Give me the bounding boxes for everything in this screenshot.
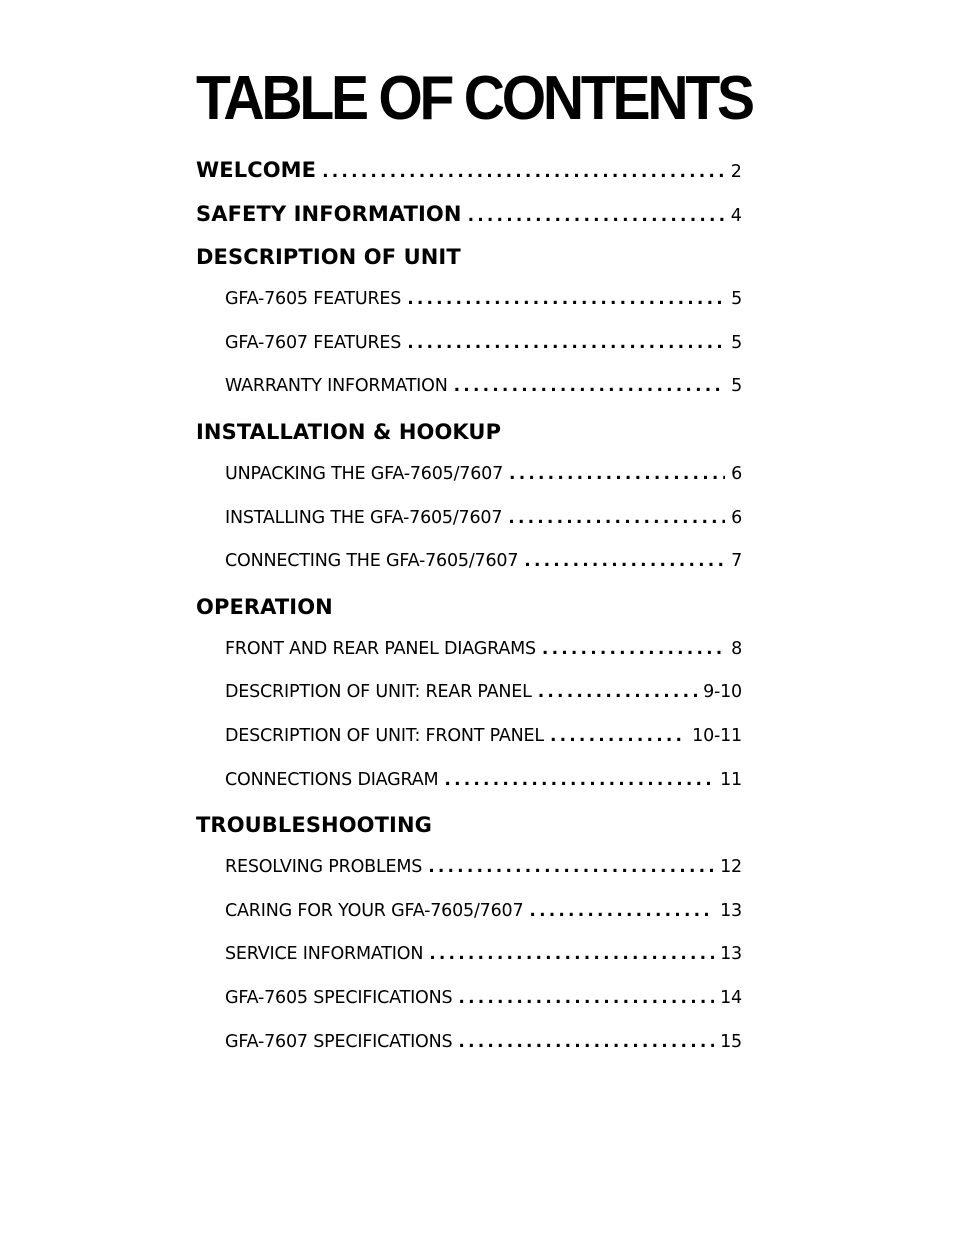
toc-entry-label: SERVICE INFORMATION (225, 944, 424, 965)
toc-section-heading (196, 158, 742, 202)
toc-entry-label: INSTALLING THE GFA-7605/7607 (225, 507, 503, 528)
toc-entry-label: CARING FOR YOUR GFA-7605/7607 (225, 900, 524, 921)
toc-page-number: 14 (720, 988, 742, 1009)
toc-entry (196, 682, 742, 726)
toc-entry-label: INSTALLATION & HOOKUP (196, 420, 502, 445)
dot-leader (444, 770, 714, 790)
toc-entry-label: CONNECTIONS DIAGRAM (225, 769, 439, 790)
toc-entry (196, 1032, 742, 1076)
toc-entry (196, 988, 742, 1032)
toc-page-number: 8 (731, 638, 742, 659)
toc-entry-label: WARRANTY INFORMATION (225, 376, 448, 397)
toc-section-heading (196, 245, 742, 289)
toc-entry-label: SAFETY INFORMATION (196, 201, 462, 226)
dot-leader (509, 464, 725, 484)
toc-entry-label: TROUBLESHOOTING (196, 813, 432, 838)
toc-entry-label: GFA-7605 SPECIFICATIONS (225, 988, 453, 1009)
dot-leader (508, 508, 725, 528)
dot-leader (468, 206, 725, 226)
toc-entry-label: OPERATION (196, 594, 333, 619)
toc-page (196, 62, 752, 1075)
toc-entry-label: WELCOME (196, 158, 317, 182)
toc-page-number: 6 (731, 463, 742, 484)
toc-entry-label: UNPACKING THE GFA-7605/7607 (225, 463, 504, 484)
toc-entry-label: GFA-7607 SPECIFICATIONS (225, 1031, 453, 1052)
dot-leader (529, 901, 714, 921)
toc-page-number: 9-10 (703, 682, 742, 703)
toc-page-number: 13 (720, 900, 742, 921)
toc-page-number: 13 (720, 944, 742, 965)
toc-entry-label: RESOLVING PROBLEMS (225, 857, 423, 877)
dot-leader (458, 988, 714, 1008)
toc-page-number: 4 (730, 205, 742, 226)
toc-page-number: 7 (731, 551, 742, 572)
dot-leader (524, 551, 725, 571)
dot-leader (407, 333, 725, 353)
toc-entry-label: DESCRIPTION OF UNIT: REAR PANEL (225, 682, 532, 703)
dot-leader (538, 682, 697, 702)
toc-section-heading (196, 813, 742, 857)
dot-leader (322, 162, 725, 182)
toc-page-number: 5 (731, 376, 742, 397)
toc-entry (196, 289, 742, 333)
toc-page-number: 5 (731, 332, 742, 353)
toc-entry-label: GFA-7607 FEATURES (225, 332, 402, 353)
toc-page-number: 6 (731, 507, 742, 528)
dot-leader (429, 944, 714, 964)
toc-entry (196, 726, 742, 770)
toc-entry-label: DESCRIPTION OF UNIT (196, 245, 461, 270)
toc-section-heading (196, 420, 742, 464)
toc-entry-label: GFA-7605 FEATURES (225, 289, 402, 310)
toc-entry (196, 639, 742, 683)
toc-section-heading (196, 202, 742, 246)
toc-page-number: 2 (730, 162, 742, 182)
toc-entry (196, 551, 742, 595)
toc-page-number: 11 (720, 769, 742, 790)
dot-leader (542, 639, 725, 659)
toc-page-number: 15 (720, 1031, 742, 1052)
toc-entry (196, 901, 742, 945)
toc-entry (196, 333, 742, 377)
toc-entry-label: FRONT AND REAR PANEL DIAGRAMS (225, 638, 536, 659)
dot-leader (458, 1032, 714, 1052)
toc-entry (196, 944, 742, 988)
dot-leader (428, 857, 714, 877)
page-title: TABLE OF CONTENTS (196, 64, 752, 133)
toc-entry (196, 770, 742, 814)
dot-leader (407, 289, 725, 309)
toc-section-heading (196, 595, 742, 639)
toc-entry (196, 508, 742, 552)
dot-leader (550, 726, 686, 746)
toc-page-number: 12 (720, 857, 742, 877)
toc-entry-label: DESCRIPTION OF UNIT: FRONT PANEL (225, 725, 544, 746)
toc-page-number: 10-11 (692, 725, 742, 746)
toc-list (196, 158, 742, 1075)
toc-entry (196, 376, 742, 420)
toc-entry (196, 464, 742, 508)
toc-entry (196, 857, 742, 901)
toc-page-number: 5 (731, 289, 742, 310)
toc-entry-label: CONNECTING THE GFA-7605/7607 (225, 551, 519, 572)
dot-leader (454, 376, 725, 396)
